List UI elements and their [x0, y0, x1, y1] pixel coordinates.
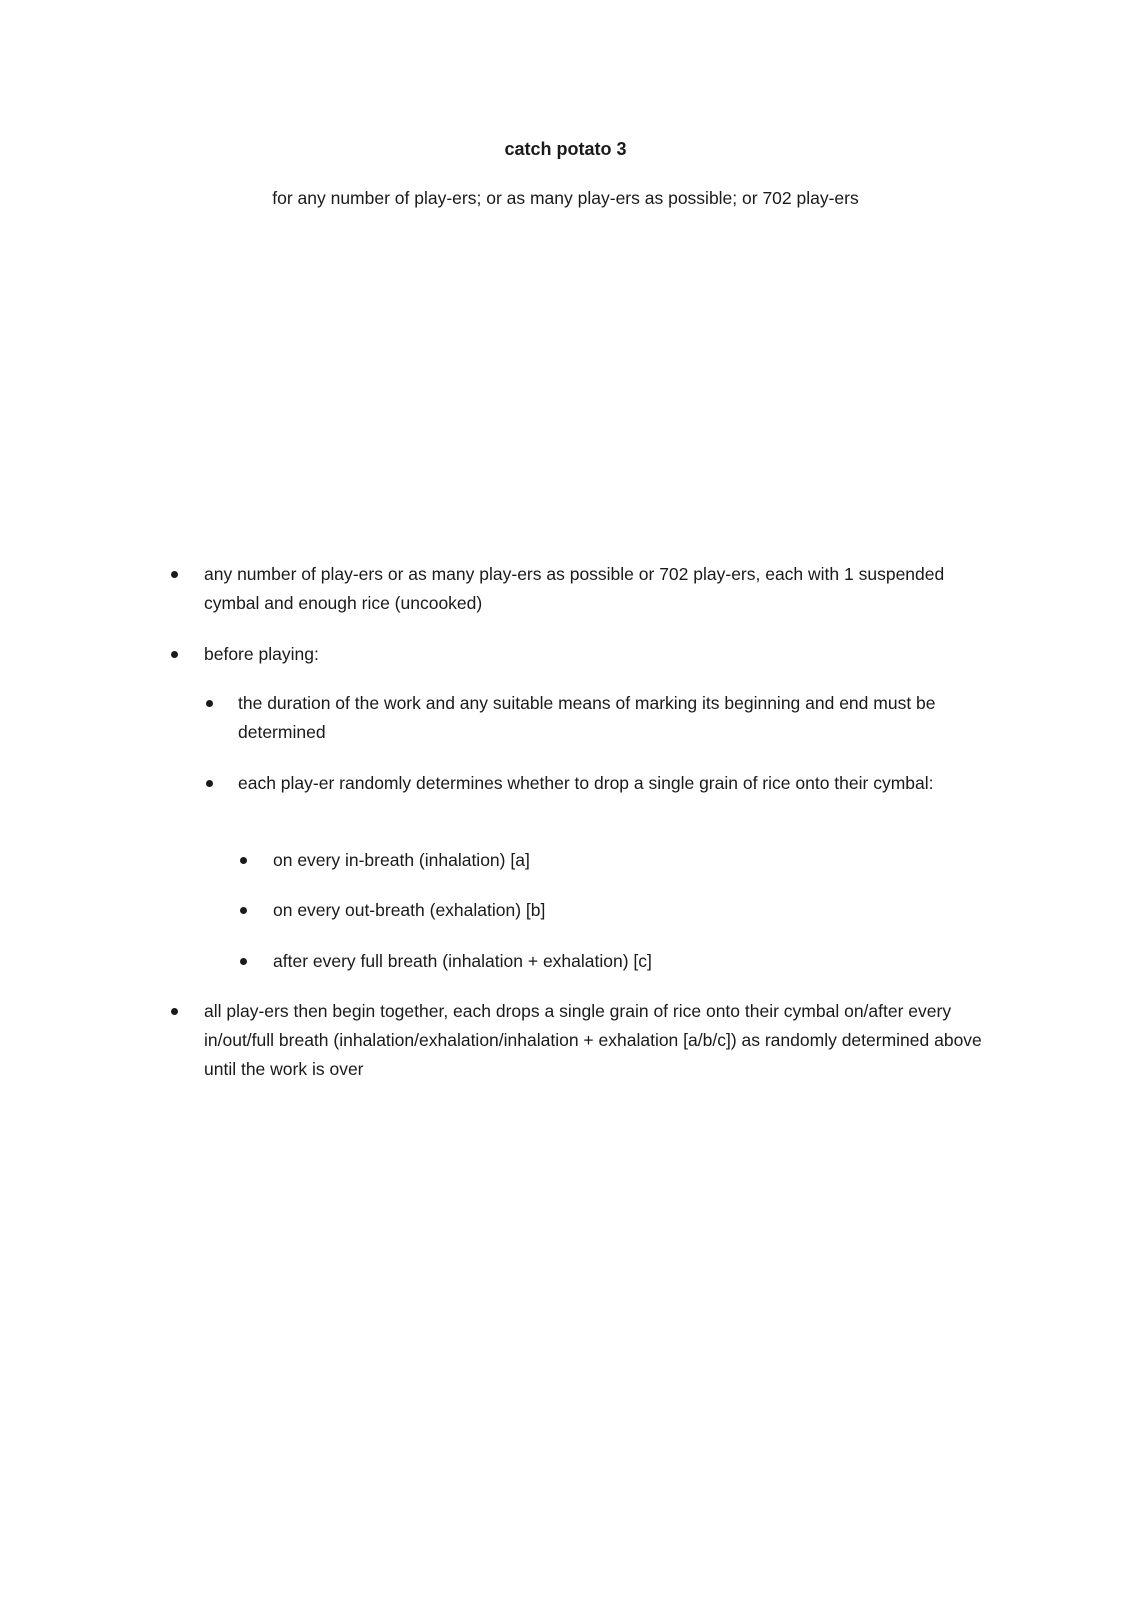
list-item-option-a: on every in-breath (inhalation) [a] — [273, 850, 530, 870]
bullet-icon — [171, 651, 178, 658]
document-subtitle: for any number of play-ers; or as many play-ers as possible; or 702 play-ers — [272, 188, 859, 208]
list-item-random-choice: each play-er randomly determines whether to drop a single grain of rice onto their cymbal: — [238, 773, 934, 793]
list-item-option-b: on every out-breath (exhalation) [b] — [273, 900, 546, 920]
list-item-players: any number of play-ers or as many play-ers as possible or 702 play-ers, each with 1 suspended cymbal and enough rice (uncooked) — [204, 564, 945, 613]
list-item-begin-together: all play-ers then begin together, each drops a single grain of rice onto their cymbal on/after every in/out/full breath (inhalation/exhalation/inhalation + exhalation [a/b/c]) as randomly determined above until the work is over — [204, 1001, 982, 1079]
list-item-duration: the duration of the work and any suitable means of marking its beginning and end must be determined — [238, 693, 936, 742]
list-item-before-playing: before playing: — [204, 644, 319, 664]
bullet-icon — [171, 571, 178, 578]
bullet-icon — [240, 907, 247, 914]
document-title: catch potato 3 — [504, 139, 627, 159]
bullet-icon — [171, 1008, 178, 1015]
bullet-icon — [240, 857, 247, 864]
bullet-icon — [240, 958, 247, 965]
list-item-option-c: after every full breath (inhalation + exhalation) [c] — [273, 951, 652, 971]
bullet-icon — [206, 700, 213, 707]
bullet-icon — [206, 780, 213, 787]
